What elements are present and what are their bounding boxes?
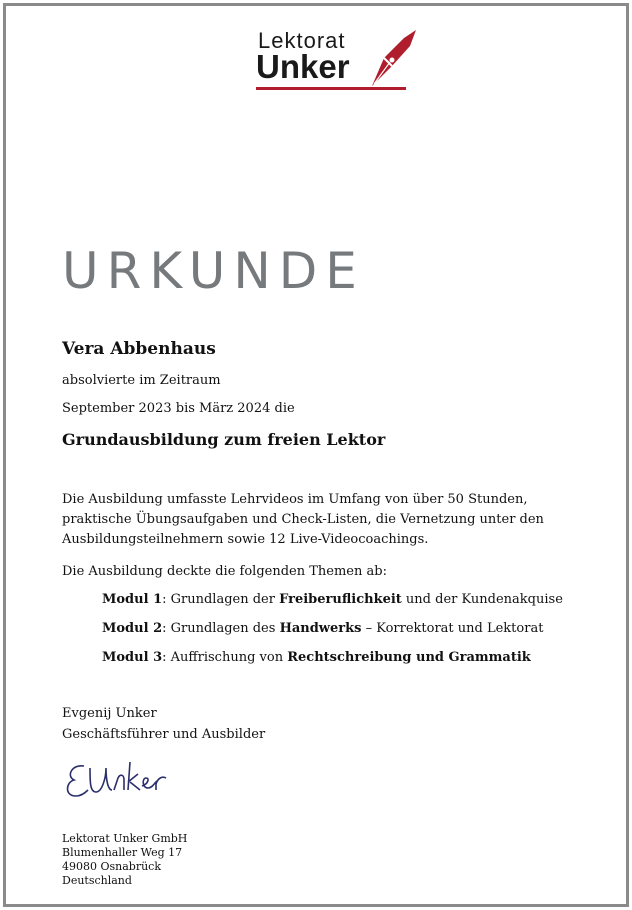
module-item	[102, 592, 563, 607]
description-line: Ausbildungsteilnehmern sowie 12 Live-Videocoachings.	[62, 532, 429, 547]
address-line: 49080 Osnabrück	[62, 860, 162, 873]
address-line: Deutschland	[62, 874, 132, 887]
module-item	[102, 650, 531, 665]
certificate-title: URKUNDE	[62, 242, 365, 300]
course-title: Grundausbildung zum freien Lektor	[62, 430, 386, 449]
module-item	[102, 621, 543, 636]
description-paragraph	[62, 490, 562, 550]
fountain-pen-icon	[370, 28, 420, 90]
address-line: Lektorat Unker GmbH	[62, 832, 188, 845]
module-text: : Auffrischung von	[162, 650, 288, 665]
module-text: : Grundlagen der	[162, 592, 280, 607]
description-line: praktische Übungsaufgaben und Check-Listen, die Vernetzung unter den	[62, 512, 544, 527]
module-keyword: Rechtschreibung und Grammatik	[287, 650, 531, 665]
module-text: und der Kundenakquise	[401, 592, 563, 607]
module-text: : Grundlagen des	[162, 621, 280, 636]
period-intro: absolvierte im Zeitraum	[62, 373, 221, 388]
logo	[252, 28, 422, 94]
signer-name: Evgenij Unker	[62, 706, 157, 721]
logo-bottom-text: Unker	[256, 48, 350, 85]
address-line: Blumenhaller Weg 17	[62, 846, 183, 859]
module-keyword: Freiberuflichkeit	[279, 592, 402, 607]
module-label: Modul 2	[102, 621, 163, 636]
logo-top-text: Lektorat	[258, 28, 346, 53]
address-block	[62, 832, 187, 888]
signer-role: Geschäftsführer und Ausbilder	[62, 727, 266, 742]
period-dates: September 2023 bis März 2024 die	[62, 401, 295, 416]
module-text: – Korrektorat und Lektorat	[361, 621, 544, 636]
handwritten-signature	[62, 756, 182, 806]
module-label: Modul 3	[102, 650, 163, 665]
recipient-name: Vera Abbenhaus	[62, 339, 216, 359]
module-keyword: Handwerks	[279, 621, 362, 636]
module-label: Modul 1	[102, 592, 163, 607]
topics-intro: Die Ausbildung deckte die folgenden Themen ab:	[62, 564, 387, 579]
description-line: Die Ausbildung umfasste Lehrvideos im Umfang von über 50 Stunden,	[62, 492, 528, 507]
